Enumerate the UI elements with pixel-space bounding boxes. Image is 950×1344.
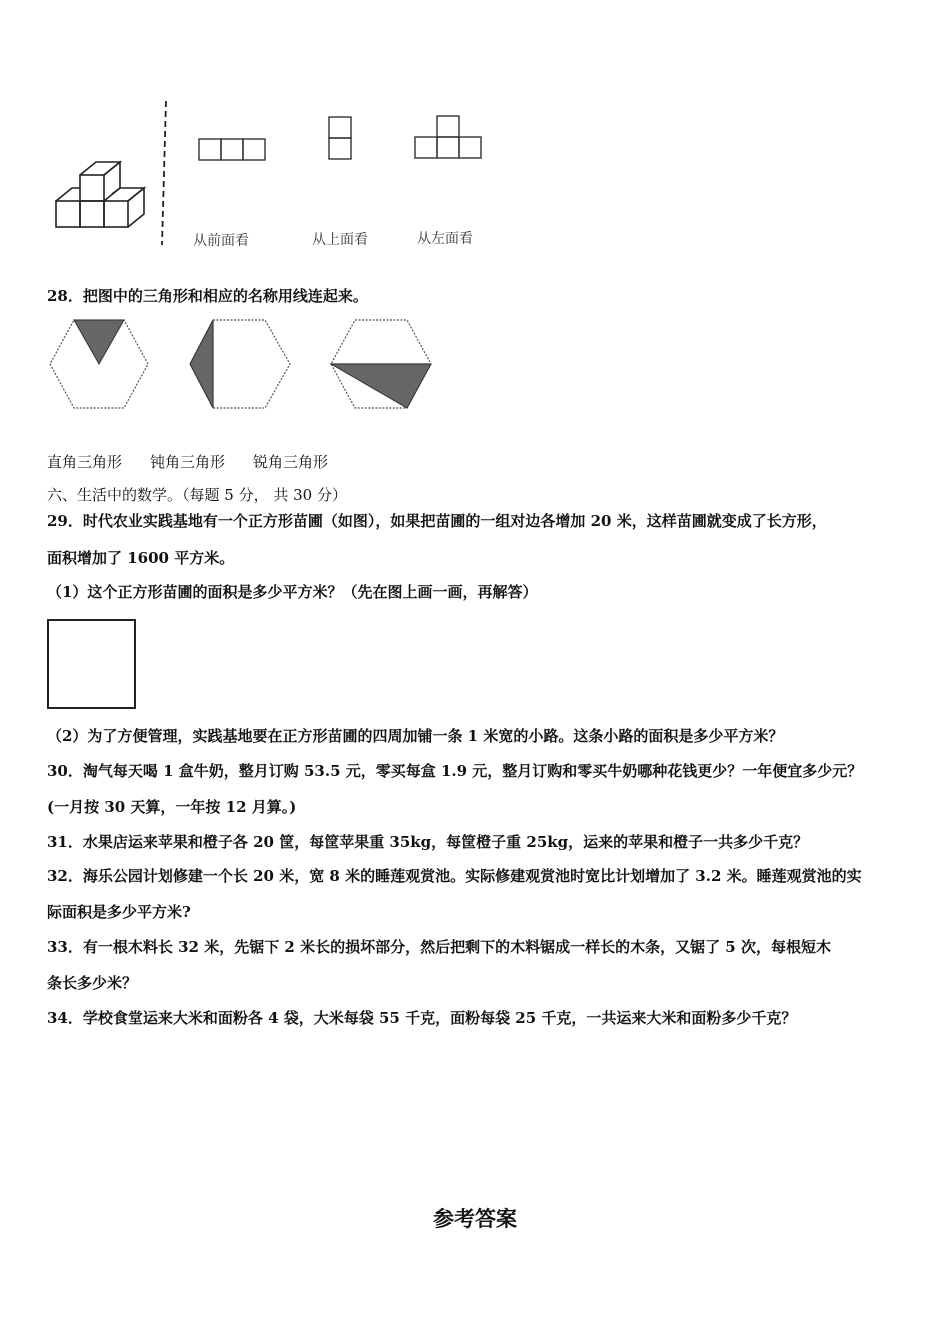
q29-line2: 面积增加了 1600 平方米。 [47,549,235,567]
left-view-grid [415,116,481,158]
hexagon-acute [50,320,148,408]
name-right-triangle: 直角三角形 [47,453,123,471]
obtuse-triangle [331,364,431,408]
dashed-divider [162,101,166,245]
q29-sub2: （2）为了方便管理，实践基地要在正方形苗圃的四周加铺一条 1 米宽的小路。这条小路的面积是多少平方米？ [47,727,784,745]
hexagon-right [190,320,290,408]
q29-sub1: （1）这个正方形苗圃的面积是多少平方米？（先在图上画一画，再解答） [47,583,538,601]
square-nursery-figure [47,619,136,709]
q32-line1: 32．海乐公园计划修建一个长 20 米，宽 8 米的睡莲观赏池。实际修建观赏池时宽比计划增加了 3.2 米。睡莲观赏池的实 [47,867,862,885]
q30-line2: (一月按 30 天算，一年按 12 月算。) [47,798,297,816]
left-view-label: 从左面看 [417,231,473,247]
q31-line1: 31．水果店运来苹果和橙子各 20 筐，每筐苹果重 35kg，每筐橙子重 25kg，运来的苹果和橙子一共多少千克？ [47,833,809,851]
q29-line1: 29．时代农业实践基地有一个正方形苗圃（如图），如果把苗圃的一组对边各增加 20 米，这样苗圃就变成了长方形， [47,512,827,530]
q34-line1: 34．学校食堂运来大米和面粉各 4 袋，大米每袋 55 千克，面粉每袋 25 千克，一共运来大米和面粉多少千克？ [47,1009,797,1027]
top-view-grid [329,117,351,159]
q33-line1: 33．有一根木料长 32 米，先锯下 2 米长的损坏部分，然后把剩下的木料锯成一样长的木条，又锯了 5 次，每根短木 [47,938,831,956]
right-triangle [190,320,213,408]
q30-line1: 30．淘气每天喝 1 盒牛奶，整月订购 53.5 元，零买每盒 1.9 元，整月订购和零买牛奶哪种花钱更少？一年便宜多少元？ [47,762,863,780]
name-obtuse-triangle: 钝角三角形 [150,453,226,471]
name-acute-triangle: 锐角三角形 [253,453,329,471]
section-6-title: 六、生活中的数学。（每题 5 分， 共 30 分） [47,486,347,504]
q32-line2: 际面积是多少平方米? [47,903,191,921]
front-view-label: 从前面看 [193,233,249,249]
q28-triangle-names [47,452,356,472]
hexagon-obtuse [331,320,431,408]
acute-triangle [74,320,124,364]
hexagon-triangles-figure [40,312,440,416]
q28-text: 28．把图中的三角形和相应的名称用线连起来。 [47,287,368,305]
answer-title: 参考答案 [433,1206,517,1231]
q33-line2: 条长多少米？ [47,974,138,992]
front-view-grid [199,139,265,160]
top-view-label: 从上面看 [312,232,368,248]
cube-solid [56,162,144,227]
